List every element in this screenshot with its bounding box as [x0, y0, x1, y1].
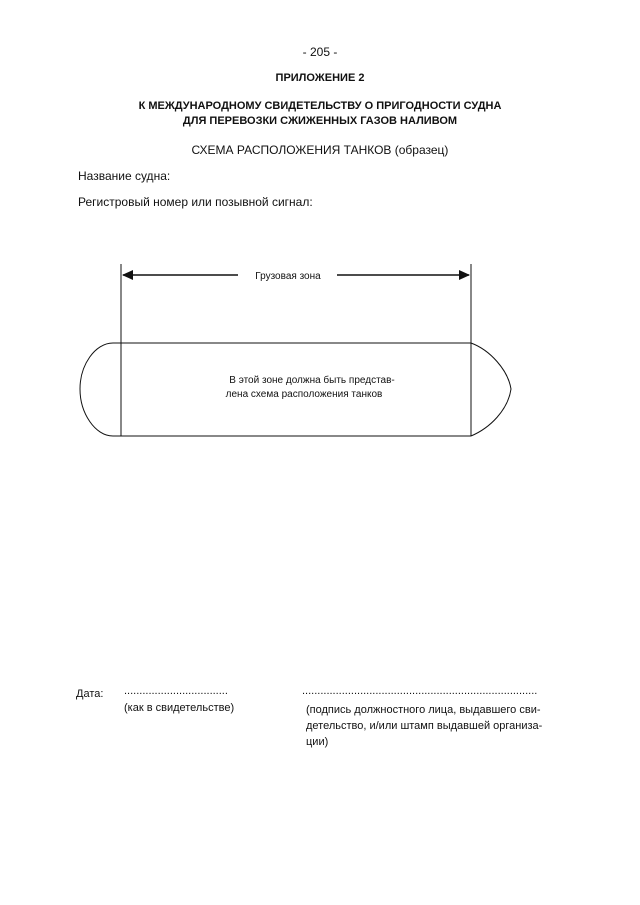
- tank-zone-note-line-2: лена схема расположения танков: [225, 389, 383, 400]
- date-label: Дата:: [76, 688, 104, 700]
- date-note: (как в свидетельстве): [124, 702, 235, 714]
- certificate-title-line-2: ДЛЯ ПЕРЕВОЗКИ СЖИЖЕННЫХ ГАЗОВ НАЛИВОМ: [182, 115, 458, 127]
- cargo-zone-left-arrowhead: [122, 270, 133, 280]
- date-field-dots: ..................................: [124, 685, 228, 697]
- cargo-zone-dimension: [121, 264, 471, 436]
- cargo-zone-label: Грузовая зона: [255, 271, 321, 282]
- signature-note-line-1: (подпись должностного лица, выдавшего сви-: [306, 704, 541, 716]
- signature-note: [306, 702, 568, 750]
- hull-stern: [80, 343, 121, 436]
- registration-label: Регистровый номер или позывной сигнал:: [78, 195, 313, 209]
- certificate-title-line-1: К МЕЖДУНАРОДНОМУ СВИДЕТЕЛЬСТВУ О ПРИГОДНОСТИ СУДНА: [138, 100, 502, 112]
- signature-note-line-3: ции): [306, 736, 329, 748]
- tank-zone-note-line-1: В этой зоне должна быть представ-: [229, 375, 395, 386]
- hull-bow: [471, 343, 511, 436]
- ship-name-label: Название судна:: [78, 169, 171, 183]
- page-number: - 205 -: [302, 45, 338, 59]
- cargo-zone-right-arrowhead: [459, 270, 470, 280]
- signature-field-dots: .............................................................................: [302, 685, 538, 697]
- appendix-title: ПРИЛОЖЕНИЕ 2: [275, 72, 365, 84]
- scheme-title: СХЕМА РАСПОЛОЖЕНИЯ ТАНКОВ (образец): [191, 143, 449, 157]
- signature-note-line-2: детельство, и/или штамп выдавшей организа-: [306, 720, 543, 732]
